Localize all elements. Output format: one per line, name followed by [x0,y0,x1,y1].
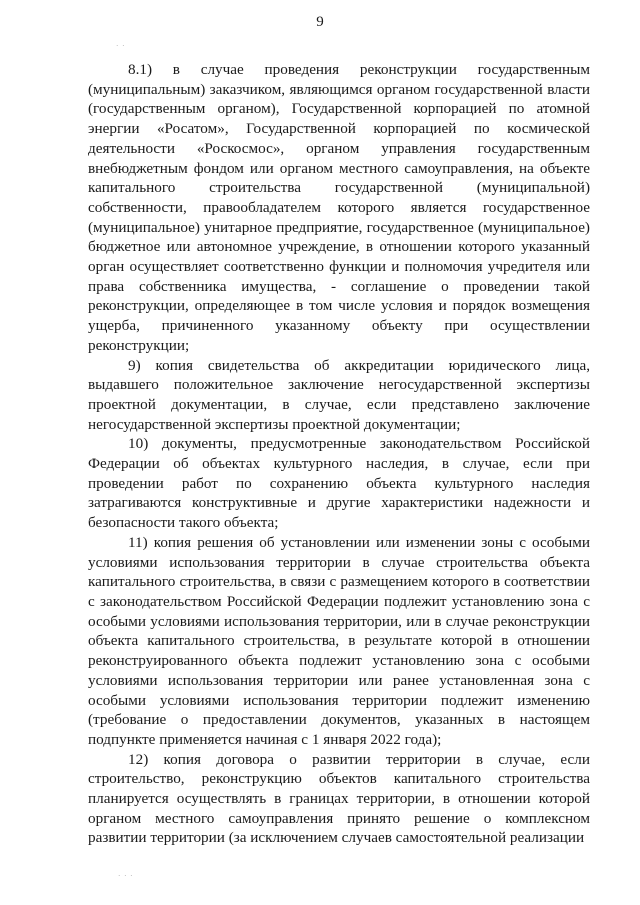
paragraph-11: 11) копия решения об установлении или изменении зоны с особыми условиями использования территории в случае строительства объекта капитального строительства, в связи с размещением которого в соответствии с законодательством Российской Федерации подлежит установлению зона с особыми условиями использования территории, или в случае реконструкции объекта капитального строительства, в результате которой в отношении реконструированного объекта подлежит установлению зона с особыми условиями использования территории или ранее установленная зона с особыми условиями использования территории подлежит изменению (требование о предоставлении документов, указанных в настоящем подпункте применяется начиная с 1 января 2022 года); [88,533,590,748]
paragraph-8-1: 8.1) в случае проведения реконструкции государственным (муниципальным) заказчиком, являющимся органом государственной власти (государственным органом), Государственной корпорацией по атомной энергии «Росатом», Государственной корпорацией по космической деятельности «Роскосмос», органом управления государственным внебюджетным фондом или органом местного самоуправления, на объекте капитального строительства государственной (муниципальной) собственности, правообладателем которого является государственное (муниципальное) унитарное предприятие, государственное (муниципальное) бюджетное или автономное учреждение, в отношении которого указанный орган осуществляет соответственно функции и полномочия учредителя или права собственника имущества, - соглашение о проведении такой реконструкции, определяющее в том числе условия и порядок возмещения ущерба, причиненного указанному объекту при осуществлении реконструкции; [88,61,590,354]
scan-mark-bottom: · · · [118,872,134,880]
paragraph-10: 10) документы, предусмотренные законодательством Российской Федерации об объектах культурного наследия, в случае, если при проведении работ по сохранению объекта культурного наследия затрагиваются конструктивные и другие характеристики надежности и безопасности такого объекта; [88,435,590,532]
paragraph-12: 12) копия договора о развитии территории в случае, если строительство, реконструкцию объектов капитального строительства планируется осуществлять в границах территории, в отношении которой органом местного самоуправления принято решение о комплексном развитии территории (за исключением случаев самостоятельной реализации [88,750,590,847]
paragraph-9: 9) копия свидетельства об аккредитации юридического лица, выдавшего положительное заключение негосударственной экспертизы проектной документации, в случае, если представлено заключение негосударственной экспертизы проектной документации; [88,356,590,433]
scan-mark-top: · · [116,42,126,50]
page-number: 9 [316,14,324,30]
document-body [88,60,590,848]
